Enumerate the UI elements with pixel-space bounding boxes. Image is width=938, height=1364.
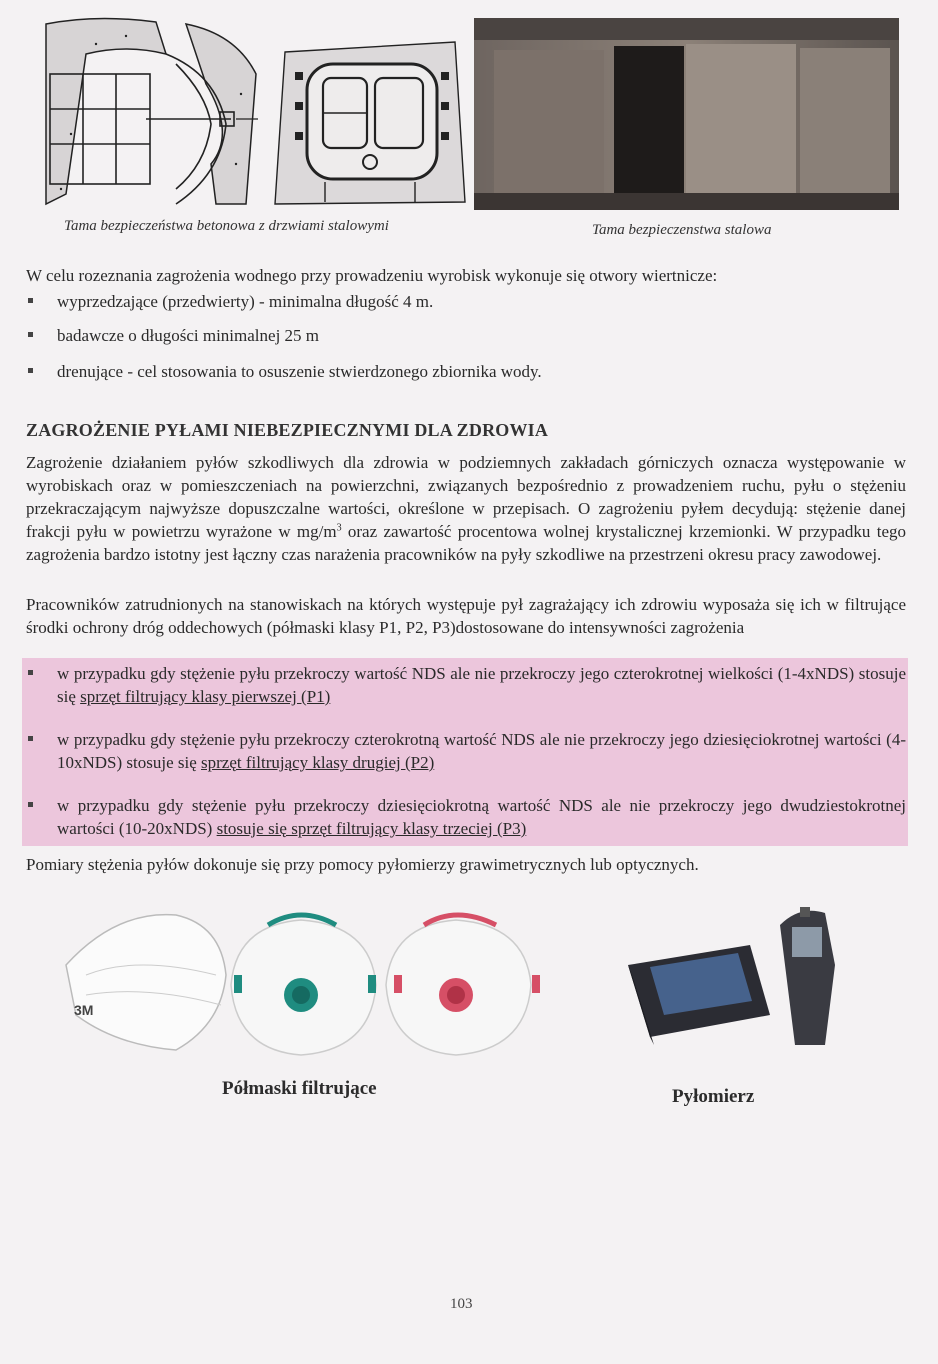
page-number: 103	[450, 1296, 473, 1312]
dust-hazard-paragraph: Zagrożenie działaniem pyłów szkodliwych dla zdrowia w podziemnych zakładach górniczych oznacza występowanie w wyrobiskach oraz w pomieszczeniach na powierzchni, związanych bezpośrednio z prowadzeniem ruchu, pyłu o stężeniu przekraczającym najwyższe dopuszczalne wartości, określone w przepisach. O zagrożeniu pyłem decydują: stężenie danej frakcji pyłu w powietrzu wyrażone w $mg/m^3$ oraz zawartość procentowa wolnej krystalicznej krzemionki. W przypadku tego zagrożenia bardzo istotny jest łączny czas narażenia pracowników na pyły szkodliwe na przestrzeni okresu pracy zawodowej.	[26, 453, 906, 564]
intro-paragraph: W celu rozeznania zagrożenia wodnego przy prowadzeniu wyrobisk wykonuje się otwory wiertnicze:	[26, 266, 718, 285]
protection-paragraph: Pracowników zatrudnionych na stanowiskach na których występuje pył zagrażający ich zdrowiu wyposaża się ich w filtrujące środki ochrony dróg oddechowych (półmaski klasy P1, P2, P3)dostosowane do intensywności zagrożenia	[26, 595, 906, 637]
dust-meter-photo	[620, 905, 860, 1053]
caption-dust-meter: Pyłomierz	[672, 1086, 755, 1107]
bullet-icon	[28, 368, 33, 373]
concrete-dam-drawing	[36, 14, 262, 212]
bullet-icon	[28, 736, 33, 741]
list-item: w przypadku gdy stężenie pyłu przekroczy czterokrotną wartość NDS ale nie przekroczy jego dziesięciokrotnej wartości (4-10xNDS) stosuje się sprzęt filtrujący klasy drugiej (P2)	[26, 728, 906, 774]
document-page: Tama bezpieczeństwa betonowa z drzwiami stalowymi Tama bezpieczenstwa stalowa W celu rozeznania zagrożenia wodnego przy prowadzeniu wyrobisk wykonuje się otwory wiertnicze: wyprzedzające (przedwierty) - minimalna długość 4 m. badawcze o długości minimalnej 25 m drenujące - cel stosowania to osuszenie stwierdzonego zbiornika wody. ZAGROŻENIE PYŁAMI NIEBEZPIECZNYMI DLA ZDROWIA Zagrożenie działaniem pyłów szkodliwych dla zdrowia w podziemnych zakładach górniczych oznacza występowanie w wyrobiskach oraz w pomieszczeniach na powierzchni, związanych bezpośrednio z prowadzeniem ruchu, pyłu o stężeniu przekraczającym najwyższe dopuszczalne wartości, określone w przepisach. O zagrożeniu pyłem decydują: stężenie danej frakcji pyłu w powietrzu wyrażone w $mg/m^3$ oraz zawartość procentowa wolnej krystalicznej krzemionki. W przypadku tego zagrożenia bardzo istotny jest łączny czas narażenia pracowników na pyły szkodliwe na przestrzeni okresu pracy zawodowej. Pracowników zatrudnionych na stanowiskach na których występuje pył zagrażający ich zdrowiu wyposaża się ich w filtrujące środki ochrony dróg oddechowych (półmaski klasy P1, P2, P3)dostosowane do intensywności zagrożenia w przypadku gdy stężenie pyłu przekroczy wartość NDS ale nie przekroczy jego czterokrotnej wielkości (1-4xNDS) stosuje się sprzęt filtrujący klasy pierwszej (P1) w przypadku gdy stężenie pyłu przekroczy czterokrotną wartość NDS ale nie przekroczy jego dziesięciokrotnej wartości (4-10xNDS) stosuje się sprzęt filtrujący klasy drugiej (P2) w przypadku gdy stężenie pyłu przekroczy dziesięciokrotną wartość NDS ale nie przekroczy jego dwudziestokrotnej wartości (10-20xNDS) stosuje się sprzęt filtrujący klasy trzeciej (P3) Pomiary stężenia pyłów dokonuje się przy pomocy pyłomierzy grawimetrycznych lub optycznych. 3M Półmaski filtrujące Pyłomierz 103	[0, 0, 938, 1364]
bullet-icon	[28, 298, 33, 303]
closing-paragraph: Pomiary stężenia pyłów dokonuje się przy pomocy pyłomierzy grawimetrycznych lub optycznych.	[26, 855, 699, 874]
steel-dam-photo	[474, 18, 899, 210]
dam-door-drawing	[265, 32, 473, 210]
bullet-icon	[28, 802, 33, 807]
section-heading: ZAGROŻENIE PYŁAMI NIEBEZPIECZNYMI DLA ZDROWIA	[26, 420, 549, 440]
filtering-half-masks-photo	[56, 895, 552, 1070]
bullet-icon	[28, 332, 33, 337]
caption-concrete-dam: Tama bezpieczeństwa betonowa z drzwiami stalowymi	[64, 218, 389, 234]
caption-half-masks: Półmaski filtrujące	[222, 1078, 377, 1099]
list-item: w przypadku gdy stężenie pyłu przekroczy dziesięciokrotną wartość NDS ale nie przekroczy jego dwudziestokrotnej wartości (10-20xNDS) stosuje się sprzęt filtrujący klasy trzeciej (P3)	[26, 794, 906, 840]
bullet-icon	[28, 670, 33, 675]
caption-steel-dam: Tama bezpieczenstwa stalowa	[592, 222, 772, 238]
list-item: w przypadku gdy stężenie pyłu przekroczy wartość NDS ale nie przekroczy jego czterokrotnej wielkości (1-4xNDS) stosuje się sprzęt filtrujący klasy pierwszej (P1)	[26, 662, 906, 708]
mask-brand-logo: 3M	[74, 1002, 94, 1018]
